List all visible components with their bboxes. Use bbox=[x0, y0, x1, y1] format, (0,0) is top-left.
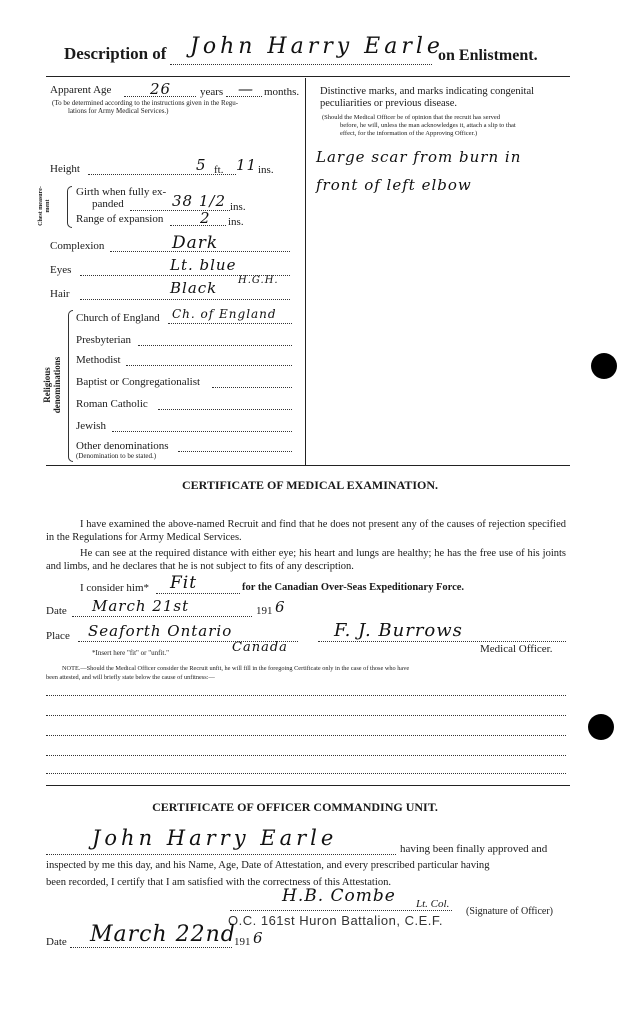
punch-hole-bottom bbox=[588, 714, 614, 740]
header-title-left: Description of bbox=[64, 44, 167, 63]
age-note-2: lations for Army Medical Services.) bbox=[68, 107, 169, 115]
unfit-line-5 bbox=[46, 773, 566, 774]
marks-text-1: Large scar from burn in bbox=[316, 148, 522, 166]
chest-label: Chest measure-ment bbox=[38, 186, 51, 226]
top-rule bbox=[46, 76, 570, 77]
eyes-label: Eyes bbox=[50, 264, 72, 276]
commanding-name: John Harry Earle bbox=[92, 826, 338, 850]
ft-label: ft. bbox=[214, 164, 224, 176]
medical-date-line bbox=[72, 616, 252, 617]
place-label: Place bbox=[46, 630, 70, 642]
consider-line bbox=[156, 593, 240, 594]
rel-jew-line bbox=[112, 431, 292, 432]
religions-brace bbox=[68, 310, 73, 462]
girth-label-1: Girth when fully ex- bbox=[76, 186, 167, 198]
rel-note: (Denomination to be stated.) bbox=[76, 452, 157, 460]
header-name-line bbox=[170, 64, 432, 65]
rel-church-line bbox=[168, 323, 292, 324]
chest-brace bbox=[67, 186, 72, 228]
unfit-line-1 bbox=[46, 695, 566, 696]
marks-text-2: front of left elbow bbox=[316, 176, 472, 194]
marks-note-2: before, he will, unless the man acknowledges it, attach a slip to that bbox=[340, 122, 516, 129]
medical-officer-label: Medical Officer. bbox=[480, 643, 553, 655]
mid-rule bbox=[46, 465, 570, 466]
medical-title: CERTIFICATE OF MEDICAL EXAMINATION. bbox=[181, 478, 439, 492]
column-divider bbox=[305, 78, 306, 465]
expansion-ins: ins. bbox=[228, 216, 244, 228]
commanding-date-value: March 22nd bbox=[90, 922, 236, 947]
marks-note-3: effect, for the information of the Approving Officer.) bbox=[340, 130, 478, 137]
hair-value: Black bbox=[170, 279, 218, 297]
rel-jew-label: Jewish bbox=[76, 420, 106, 432]
hair-line bbox=[80, 299, 290, 300]
header-title-right: on Enlistment. bbox=[438, 47, 538, 64]
girth-value: 38 1/2 bbox=[172, 192, 226, 210]
place-value-2: Canada bbox=[232, 640, 288, 655]
header-recruit-name: John Harry Earle bbox=[190, 34, 444, 59]
months-value: — bbox=[238, 80, 254, 98]
rel-rc-line bbox=[158, 409, 292, 410]
officer-signature-line bbox=[230, 910, 452, 911]
consider-label: I consider him* bbox=[80, 582, 150, 594]
unfit-note-2: been attested, and will briefly state below the cause of unfitness:— bbox=[46, 674, 215, 681]
rel-pres-line bbox=[138, 345, 292, 346]
lower-rule bbox=[46, 785, 570, 786]
medical-officer-signature: F. J. Burrows bbox=[334, 620, 463, 641]
complexion-value: Dark bbox=[172, 233, 219, 253]
rel-meth-label: Methodist bbox=[76, 354, 121, 366]
expansion-label: Range of expansion bbox=[76, 213, 164, 225]
age-value: 26 bbox=[150, 80, 172, 98]
signature-line bbox=[318, 641, 566, 642]
height-in: 11 bbox=[236, 156, 258, 174]
rel-pres-label: Presbyterian bbox=[76, 334, 131, 346]
girth-ins: ins. bbox=[230, 201, 246, 213]
marks-note-1: (Should the Medical Officer be of opinion that the recruit has served bbox=[322, 114, 501, 121]
officer-signature: H.B. Combe bbox=[282, 886, 396, 906]
expansion-line bbox=[170, 225, 226, 226]
rel-other-line bbox=[178, 451, 292, 452]
hair-extra: H.G.H. bbox=[238, 275, 279, 286]
unfit-line-2 bbox=[46, 715, 566, 716]
rel-bapt-line bbox=[212, 387, 292, 388]
commanding-line-1-tail: having been finally approved and bbox=[400, 843, 548, 855]
rel-church-value: Ch. of England bbox=[172, 307, 277, 321]
medical-date-value: March 21st bbox=[92, 597, 190, 615]
rel-meth-line bbox=[126, 365, 292, 366]
age-note-1: (To be determined according to the instructions given in the Regu- bbox=[52, 99, 239, 107]
punch-hole-top bbox=[591, 353, 617, 379]
age-label: Apparent Age bbox=[50, 84, 112, 96]
years-label: years bbox=[200, 86, 224, 98]
girth-label-2: panded bbox=[92, 198, 124, 210]
girth-line bbox=[130, 210, 230, 211]
insert-note: *Insert here "fit" or "unfit." bbox=[92, 649, 169, 657]
medical-para-1: I have examined the above-named Recruit and find that he does not present any of the causes of rejection specified in the Regulations for Army Medical Services. bbox=[46, 519, 566, 543]
medical-para-2: He can see at the required distance with either eye; his heart and lungs are healthy; he has the free use of his joints and limbs, and he declares that he is not subject to fits of any description. bbox=[46, 548, 566, 572]
eyes-value: Lt. blue bbox=[170, 256, 237, 274]
officer-rank: Lt. Col. bbox=[416, 898, 450, 910]
height-ft: 5 bbox=[196, 156, 207, 174]
commanding-year-label: 191 bbox=[234, 936, 251, 948]
medical-date-label: Date bbox=[46, 605, 67, 617]
commanding-title: CERTIFICATE OF OFFICER COMMANDING UNIT. bbox=[152, 800, 438, 814]
religions-label: Religious denominations bbox=[42, 356, 62, 414]
unfit-note-1: NOTE.—Should the Medical Officer consider the Recruit unfit, he will fill in the foregoing Certificate only in the case of those who have bbox=[62, 665, 410, 672]
consider-value: Fit bbox=[170, 573, 198, 593]
commanding-line-3: been recorded, I certify that I am satisfied with the correctness of this Attestation. bbox=[46, 877, 392, 888]
commanding-year-value: 6 bbox=[253, 929, 264, 947]
height-ins-label: ins. bbox=[258, 164, 274, 176]
height-label: Height bbox=[50, 163, 80, 175]
rel-bapt-label: Baptist or Congregationalist bbox=[76, 376, 201, 388]
rel-church-label: Church of England bbox=[76, 312, 160, 324]
medical-year-value: 6 bbox=[275, 598, 286, 616]
hair-label: Hair bbox=[50, 288, 70, 300]
for-text: for the Canadian Over-Seas Expeditionary Force. bbox=[242, 582, 465, 593]
unit-stamp: O.C. 161st Huron Battalion, C.E.F. bbox=[228, 913, 443, 928]
expansion-value: 2 bbox=[200, 209, 211, 227]
complexion-label: Complexion bbox=[50, 240, 105, 252]
months-label: months. bbox=[264, 86, 300, 98]
rel-rc-label: Roman Catholic bbox=[76, 398, 148, 410]
unfit-line-4 bbox=[46, 755, 566, 756]
medical-year-label: 191 bbox=[256, 605, 273, 617]
commanding-name-line bbox=[46, 854, 396, 855]
marks-heading-2: peculiarities or previous disease. bbox=[320, 98, 458, 109]
unfit-line-3 bbox=[46, 735, 566, 736]
signature-of-officer-label: (Signature of Officer) bbox=[466, 906, 554, 917]
commanding-date-label: Date bbox=[46, 936, 67, 948]
rel-other-label: Other denominations bbox=[76, 440, 169, 452]
commanding-line-2: inspected by me this day, and his Name, Age, Date of Attestation, and every prescribed particular having bbox=[46, 860, 490, 871]
place-value: Seaforth Ontario bbox=[88, 622, 233, 640]
marks-heading-1: Distinctive marks, and marks indicating congenital bbox=[320, 86, 535, 97]
commanding-date-line bbox=[70, 947, 232, 948]
